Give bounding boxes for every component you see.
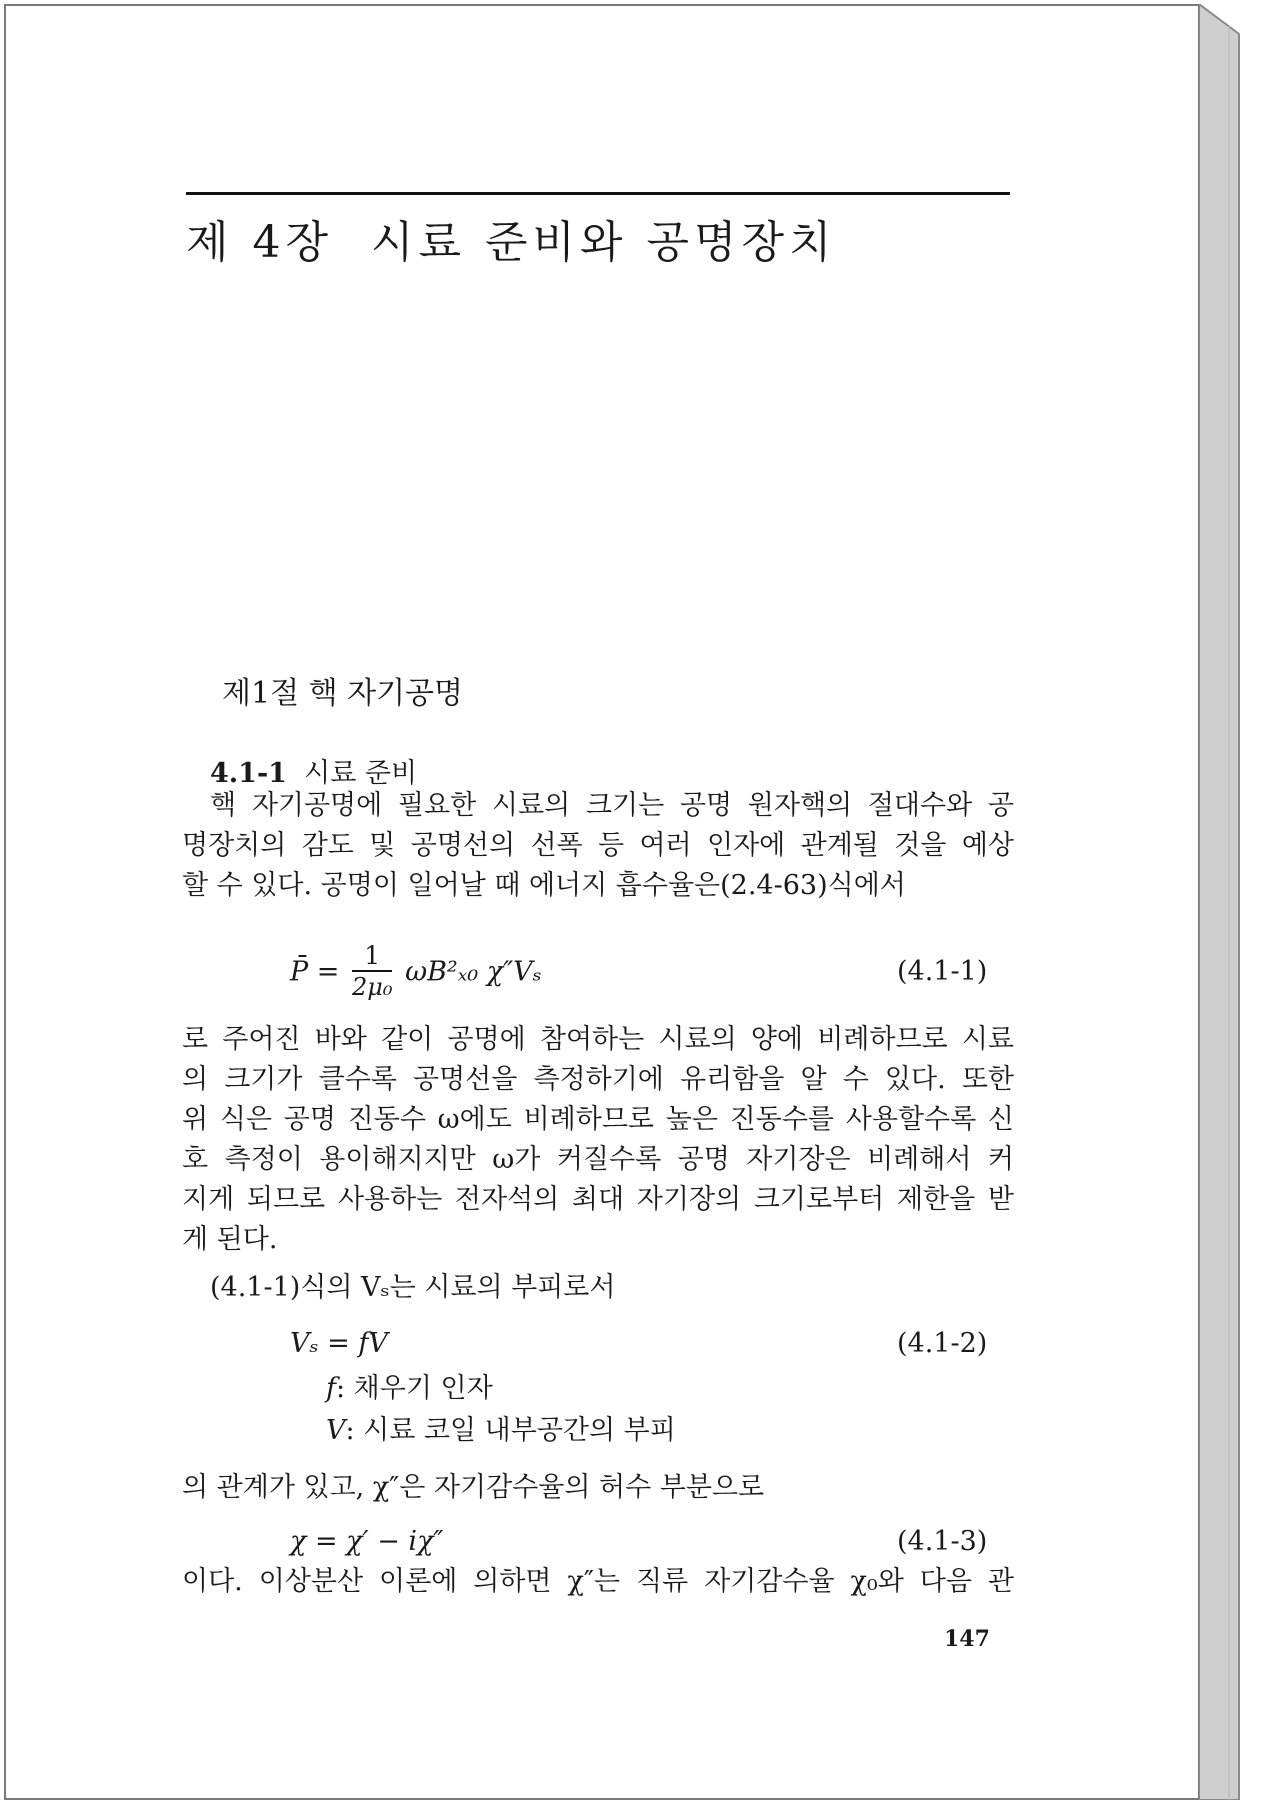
- text-line: 할 수 있다. 공명이 일어날 때 에너지 흡수율은(2.4-63)식에서: [182, 870, 906, 901]
- text-line: 핵 자기공명에 필요한 시료의 크기는 공명 원자핵의 절대수와 공: [210, 790, 1014, 821]
- definition-symbol: V: [326, 1415, 346, 1446]
- subsection-title: 시료 준비: [304, 758, 418, 789]
- equation-fraction: [352, 942, 393, 1002]
- text-line: 위 식은 공명 진동수 ω에도 비례하므로 높은 진동수를 사용할수록 신: [182, 1104, 1014, 1135]
- fraction-numerator: 1: [352, 942, 393, 972]
- chapter-rule: [186, 192, 1010, 195]
- text-line: 게 된다.: [182, 1224, 278, 1255]
- text-line: 이다. 이상분산 이론에 의하면 χ″는 직류 자기감수율 χ₀와 다음 관: [182, 1566, 1014, 1597]
- equation-4-1-1: [0, 942, 1276, 1002]
- equation-number: (4.1-3): [897, 1526, 988, 1557]
- definition-v: [326, 1408, 676, 1447]
- paragraph-4: [182, 1468, 1014, 1508]
- paragraph-2: [182, 1020, 1014, 1260]
- fraction-denominator: 2μ₀: [351, 973, 393, 1001]
- equation-number: (4.1-1): [897, 956, 988, 987]
- text-line: 로 주어진 바와 같이 공명에 참여하는 시료의 양에 비례하므로 시료: [182, 1024, 1014, 1055]
- definition-symbol: f: [326, 1373, 336, 1404]
- equation-expr: χ = χ′ − iχ″: [290, 1526, 444, 1557]
- subsection-number: 4.1-1: [210, 758, 287, 789]
- definition-text: : 시료 코일 내부공간의 부피: [345, 1415, 676, 1446]
- text-line: 의 관계가 있고, χ″은 자기감수율의 허수 부분으로: [182, 1472, 765, 1503]
- section-title: 제1절 핵 자기공명: [222, 676, 464, 711]
- paragraph-3: [182, 1268, 1014, 1308]
- text-line: 의 크기가 클수록 공명선을 측정하기에 유리함을 알 수 있다. 또한: [182, 1064, 1014, 1095]
- text-line: (4.1-1)식의 Vₛ는 시료의 부피로서: [210, 1272, 616, 1303]
- equation-number: (4.1-2): [897, 1328, 988, 1359]
- equation-lhs: P̄ =: [290, 956, 340, 988]
- text-line: 명장치의 감도 및 공명선의 선폭 등 여러 인자에 관계될 것을 예상: [182, 830, 1014, 861]
- equation-rhs: ωB²ₓ₀ χ″Vₛ: [405, 956, 542, 988]
- paragraph-1: [182, 786, 1014, 906]
- text-line: 지게 되므로 사용하는 전자석의 최대 자기장의 크기로부터 제한을 받: [182, 1184, 1014, 1215]
- chapter-title: 제 4장 시료 준비와 공명장치: [186, 217, 837, 268]
- paragraph-5: [182, 1562, 1014, 1602]
- equation-expr: Vₛ = fV: [290, 1328, 388, 1359]
- page-number: 147: [944, 1626, 990, 1652]
- equation-4-1-2: [0, 1320, 1276, 1380]
- text-line: 호 측정이 용이해지지만 ω가 커질수록 공명 자기장은 비례해서 커: [182, 1144, 1014, 1175]
- definition-text: : 채우기 인자: [336, 1373, 493, 1404]
- subsection-heading: [210, 751, 417, 790]
- definition-f: [326, 1366, 493, 1405]
